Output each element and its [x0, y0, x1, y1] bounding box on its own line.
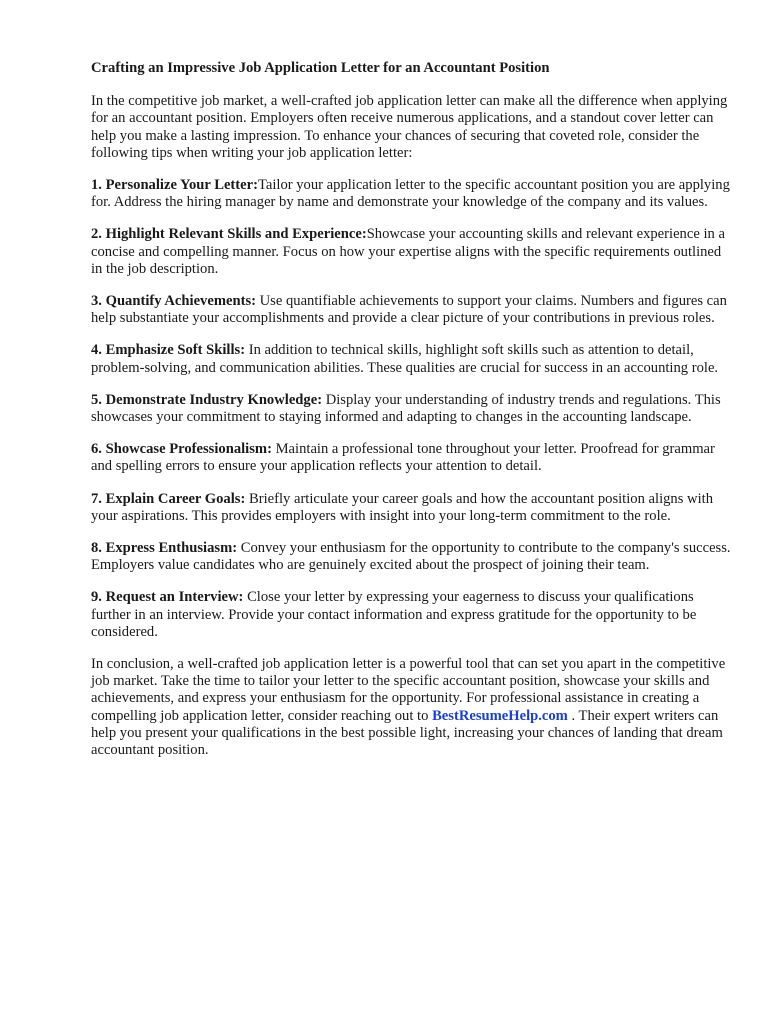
tip-heading-2: 2. Highlight Relevant Skills and Experience: [91, 226, 367, 243]
tip-paragraph-7 [91, 491, 731, 525]
conclusion-paragraph [91, 656, 731, 759]
tip-body-8: Convey your enthusiasm for the opportunity to contribute to the company's success. Employers value candidates who are genuinely excited about the prospect of joining their team. [91, 540, 731, 574]
tip-paragraph-3 [91, 293, 731, 327]
tip-heading-4: 4. Emphasize Soft Skills: [91, 342, 246, 359]
tip-paragraph-4 [91, 342, 731, 376]
tip-body-6: Maintain a professional tone throughout your letter. Proofread for grammar and spelling errors to ensure your application reflects your attention to detail. [91, 441, 715, 475]
document-page [91, 60, 731, 774]
tip-heading-5: 5. Demonstrate Industry Knowledge: [91, 391, 323, 408]
tip-body-2: Showcase your accounting skills and relevant experience in a concise and compelling manner. Focus on how your expertise aligns with the specific requirements outlined in the job description. [91, 226, 725, 277]
tip-paragraph-9 [91, 589, 731, 641]
document-title: Crafting an Impressive Job Application Letter for an Accountant Position [91, 60, 550, 76]
tip-body-3: Use quantifiable achievements to support your claims. Numbers and figures can help substantiate your accomplishments and provide a clear picture of your contributions in previous roles. [91, 293, 727, 327]
tip-paragraph-1 [91, 177, 731, 211]
tip-heading-9: 9. Request an Interview: [91, 589, 244, 606]
tip-heading-7: 7. Explain Career Goals: [91, 490, 246, 507]
tip-paragraph-8 [91, 540, 731, 574]
tip-heading-6: 6. Showcase Professionalism: [91, 441, 272, 458]
tip-heading-8: 8. Express Enthusiasm: [91, 540, 238, 557]
tip-paragraph-6 [91, 441, 731, 475]
tip-paragraph-5 [91, 392, 731, 426]
conclusion-text-after-link: . Their expert writers can help you present your qualifications in the best possible light, increasing your chances of landing that dream accountant position. [91, 707, 723, 759]
tip-heading-3: 3. Quantify Achievements: [91, 293, 256, 310]
intro-paragraph: In the competitive job market, a well-crafted job application letter can make all the difference when applying for an accountant position. Employers often receive numerous applications, and a standout cover letter can help you make a lasting impression. To enhance your chances of securing that coveted role, consider the following tips when writing your job application letter: [91, 93, 728, 161]
tip-body-1: Tailor your application letter to the specific accountant position you are applying for. Address the hiring manager by name and demonstrate your knowledge of the company and its values. [91, 177, 730, 211]
tip-paragraph-2 [91, 226, 731, 278]
tip-body-7: Briefly articulate your career goals and how the accountant position aligns with your aspirations. This provides employers with insight into your long-term commitment to the role. [91, 490, 713, 524]
tip-heading-1: 1. Personalize Your Letter: [91, 177, 258, 194]
tip-body-5: Display your understanding of industry trends and regulations. This showcases your commitment to staying informed and adapting to changes in the accounting landscape. [91, 391, 721, 426]
tip-body-9: Close your letter by expressing your eagerness to discuss your qualifications further in an interview. Provide your contact information and express gratitude for the opportunity to be considered. [91, 589, 697, 640]
tip-body-4: In addition to technical skills, highlight soft skills such as attention to detail, problem-solving, and communication abilities. These qualities are crucial for success in an accounting role. [91, 342, 719, 376]
best-resume-help-link[interactable]: BestResumeHelp.com [432, 707, 568, 724]
conclusion-text-before-link: In conclusion, a well-crafted job application letter is a powerful tool that can set you apart in the competitive job market. Take the time to tailor your letter to the specific accountant position, showcase your skills and achievements, and express your enthusiasm for the opportunity. For professional assistance in creating a compelling job application letter, consider reaching out to [91, 656, 726, 724]
